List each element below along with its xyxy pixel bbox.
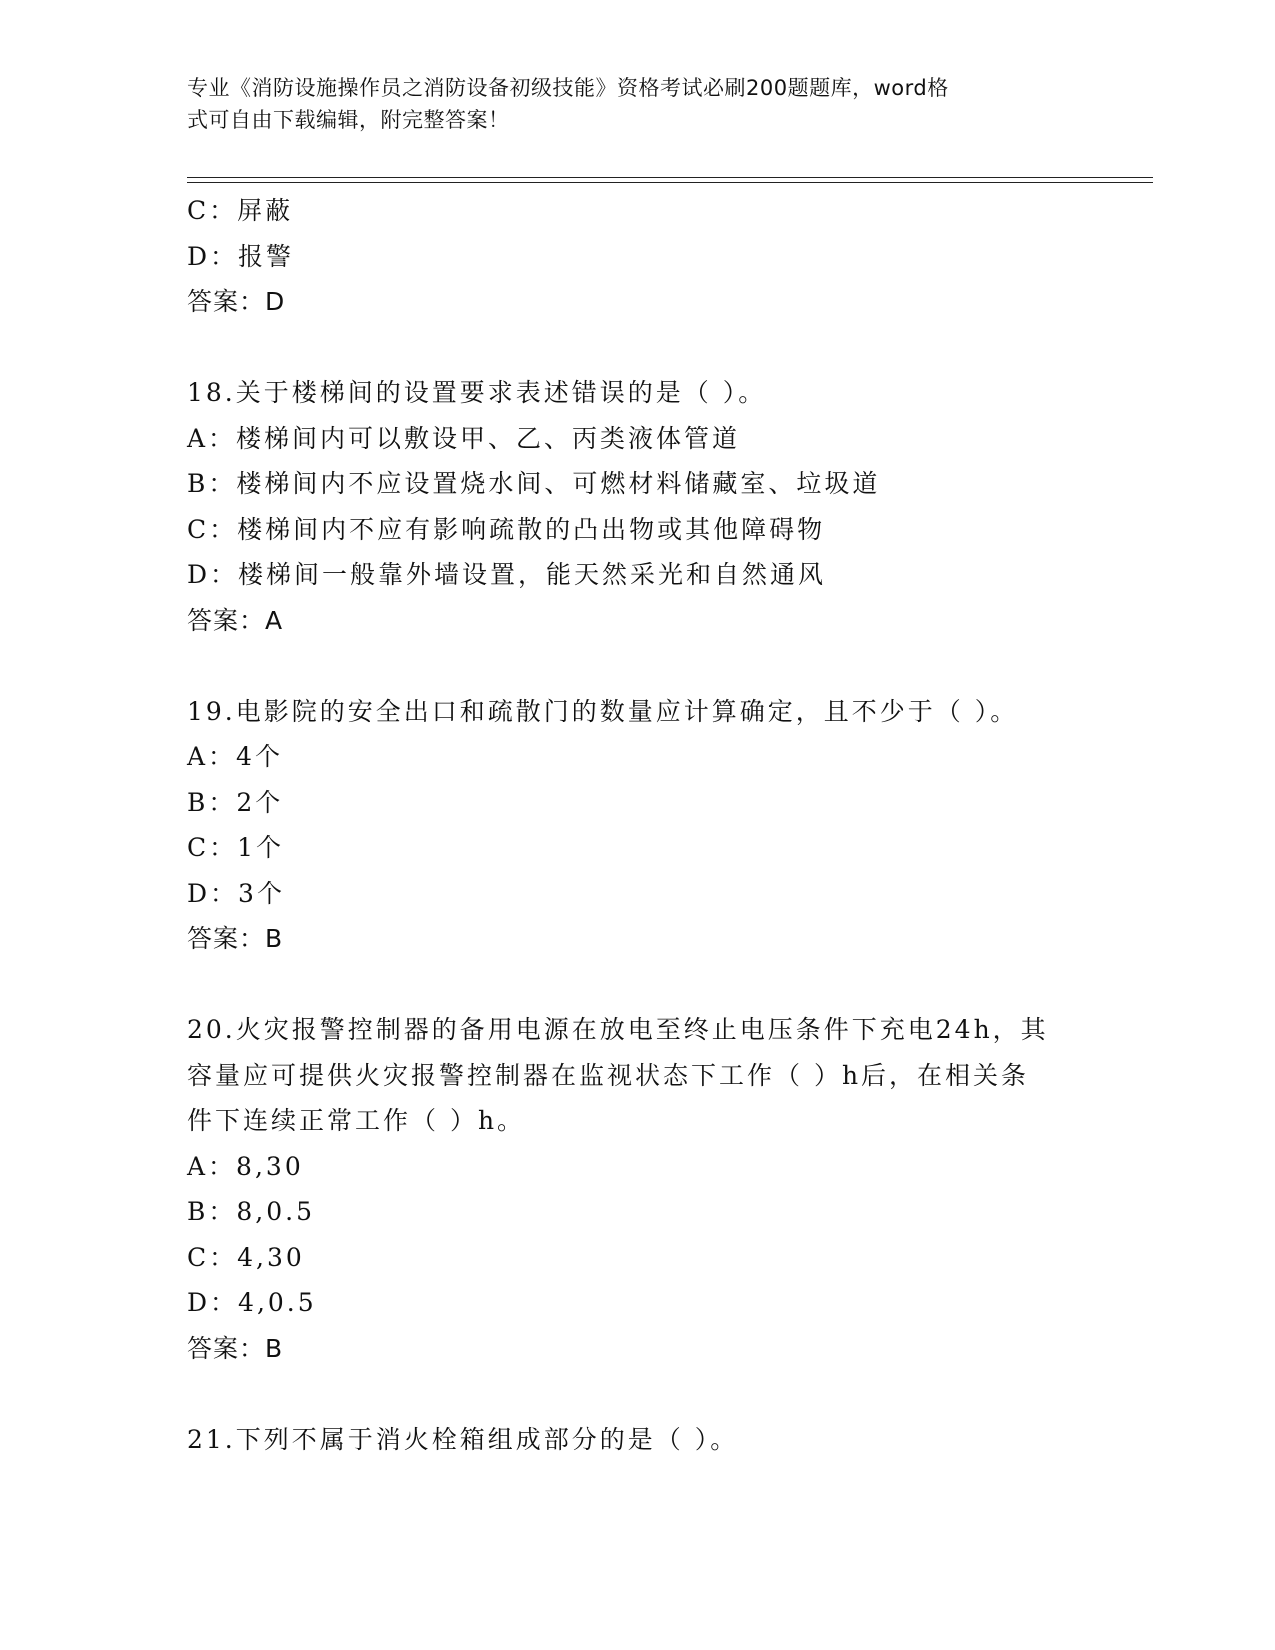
option-b: B：楼梯间内不应设置烧水间、可燃材料储藏室、垃圾道 bbox=[187, 469, 881, 498]
spacer bbox=[187, 643, 1153, 689]
spacer bbox=[187, 962, 1153, 1008]
question-21 bbox=[187, 1417, 1153, 1463]
option-c: C：屏蔽 bbox=[187, 196, 294, 225]
spacer bbox=[187, 1371, 1153, 1417]
option-c: C：楼梯间内不应有影响疏散的凸出物或其他障碍物 bbox=[187, 514, 826, 544]
option-c: C：1个 bbox=[187, 833, 285, 862]
option-b: B：2个 bbox=[187, 787, 284, 817]
option-a: A：4个 bbox=[187, 742, 283, 771]
question-stem: 18.关于楼梯间的设置要求表述错误的是（ ）。 bbox=[187, 378, 767, 407]
answer-line: 答案：D bbox=[187, 287, 286, 316]
answer-line: 答案：A bbox=[187, 605, 284, 635]
question-18 bbox=[187, 370, 1153, 643]
prev-question-block bbox=[187, 188, 1153, 325]
question-stem-line: 容量应可提供火灾报警控制器在监视状态下工作（ ）h后，在相关条 bbox=[187, 1060, 1030, 1090]
option-a: A：8,30 bbox=[187, 1151, 304, 1181]
header-line-2: 式可自由下载编辑，附完整答案！ bbox=[187, 108, 510, 132]
question-stem-line: 20.火灾报警控制器的备用电源在放电至终止电压条件下充电24h，其 bbox=[187, 1015, 1049, 1044]
question-stem-line: 件下连续正常工作（ ）h。 bbox=[187, 1106, 526, 1135]
header-divider-top bbox=[187, 177, 1153, 178]
answer-line: 答案：B bbox=[187, 924, 284, 953]
question-20 bbox=[187, 1007, 1153, 1371]
option-d: D：3个 bbox=[187, 878, 285, 908]
header-divider-bottom bbox=[187, 182, 1153, 183]
option-a: A：楼梯间内可以敷设甲、乙、丙类液体管道 bbox=[187, 423, 741, 453]
option-b: B：8,0.5 bbox=[187, 1197, 315, 1226]
header-line-1: 专业《消防设施操作员之消防设备初级技能》资格考试必刷200题题库，word格 bbox=[187, 76, 949, 100]
spacer bbox=[187, 325, 1153, 371]
option-d: D：楼梯间一般靠外墙设置，能天然采光和自然通风 bbox=[187, 560, 827, 589]
option-d: D：4,0.5 bbox=[187, 1288, 317, 1317]
document-body bbox=[187, 188, 1153, 1462]
option-d: D：报警 bbox=[187, 241, 295, 271]
question-stem: 21.下列不属于消火栓箱组成部分的是（ ）。 bbox=[187, 1424, 739, 1454]
question-19 bbox=[187, 689, 1153, 962]
page-header bbox=[187, 72, 1067, 136]
question-stem bbox=[187, 1007, 1153, 1144]
option-c: C：4,30 bbox=[187, 1242, 305, 1272]
answer-line: 答案：B bbox=[187, 1333, 284, 1363]
question-stem: 19.电影院的安全出口和疏散门的数量应计算确定，且不少于（ ）。 bbox=[187, 696, 1019, 726]
